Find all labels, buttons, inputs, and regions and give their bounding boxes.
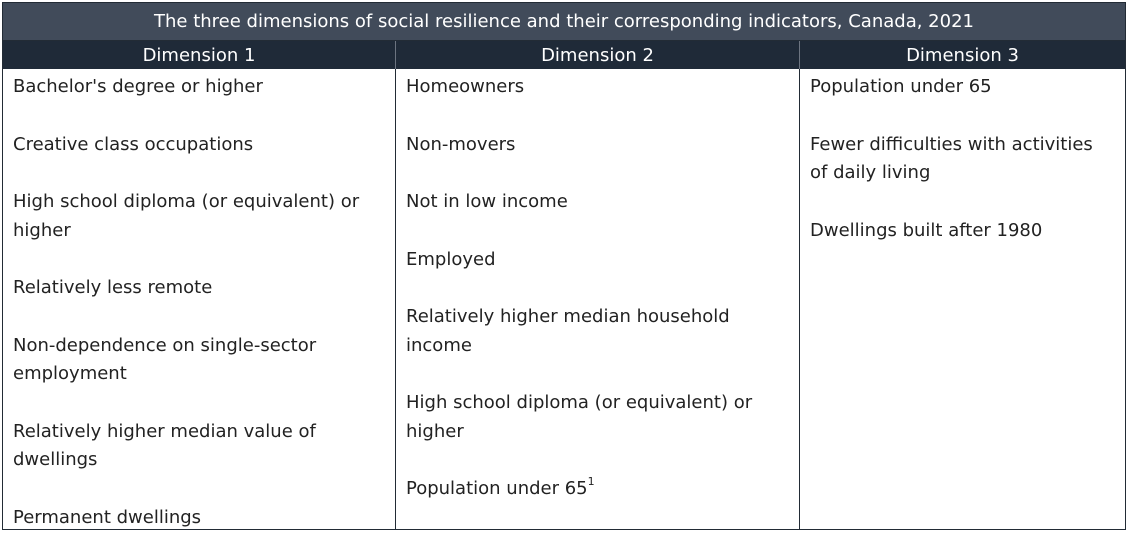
indicator-item xyxy=(406,303,789,360)
indicator-text: Not in low income xyxy=(406,191,568,212)
indicator-item xyxy=(13,73,385,102)
indicator-item xyxy=(406,73,789,102)
indicator-text: Dwellings built after 1980 xyxy=(810,219,1043,241)
dimension-2-cell xyxy=(396,69,800,529)
header-row xyxy=(3,41,1125,69)
indicator-item xyxy=(810,131,1115,188)
indicator-item xyxy=(810,217,1115,246)
dimension-1-cell xyxy=(3,69,396,529)
indicator-item xyxy=(13,504,385,533)
indicator-text: Population under 65 xyxy=(810,76,992,97)
column-header-dimension-2: Dimension 2 xyxy=(396,41,800,69)
column-header-dimension-3: Dimension 3 xyxy=(906,44,1019,66)
indicator-text: High school diploma (or equivalent) or higher xyxy=(13,191,360,241)
indicator-item xyxy=(13,274,385,303)
indicator-item xyxy=(406,389,789,446)
indicator-text: Creative class occupations xyxy=(13,133,254,155)
indicator-item xyxy=(406,131,789,160)
table-body-row xyxy=(3,69,1125,529)
indicator-item xyxy=(810,73,1115,102)
table-title: The three dimensions of social resilience and their corresponding indicators, Canada, 2021 xyxy=(3,3,1125,41)
indicator-text: Relatively less remote xyxy=(13,277,213,298)
dimension-3-cell xyxy=(800,69,1125,529)
indicator-text: Bachelor's degree or higher xyxy=(13,76,263,97)
indicator-text: Non-movers xyxy=(406,133,516,155)
indicator-text: High school diploma (or equivalent) or higher xyxy=(406,392,753,442)
indicator-text: Fewer difficulties with activities of daily living xyxy=(810,133,1093,183)
indicator-item xyxy=(13,131,385,160)
indicator-item xyxy=(406,188,789,217)
indicators-table xyxy=(2,2,1126,530)
indicator-item xyxy=(13,418,385,475)
indicator-text: Population under 65 xyxy=(406,478,588,499)
indicator-item xyxy=(406,475,789,504)
footnote-marker: 1 xyxy=(587,475,595,488)
indicator-text: Relatively higher median value of dwellings xyxy=(13,420,316,470)
indicator-text: Employed xyxy=(406,248,496,270)
indicator-item xyxy=(13,332,385,389)
indicator-text: Relatively higher median household income xyxy=(406,306,730,356)
indicator-item xyxy=(13,188,385,245)
column-header-dimension-1: Dimension 1 xyxy=(3,41,396,69)
indicator-text: Non-dependence on single-sector employment xyxy=(13,334,317,384)
indicator-text: Homeowners xyxy=(406,76,525,97)
indicator-text: Permanent dwellings xyxy=(13,506,202,528)
indicator-item xyxy=(406,246,789,275)
